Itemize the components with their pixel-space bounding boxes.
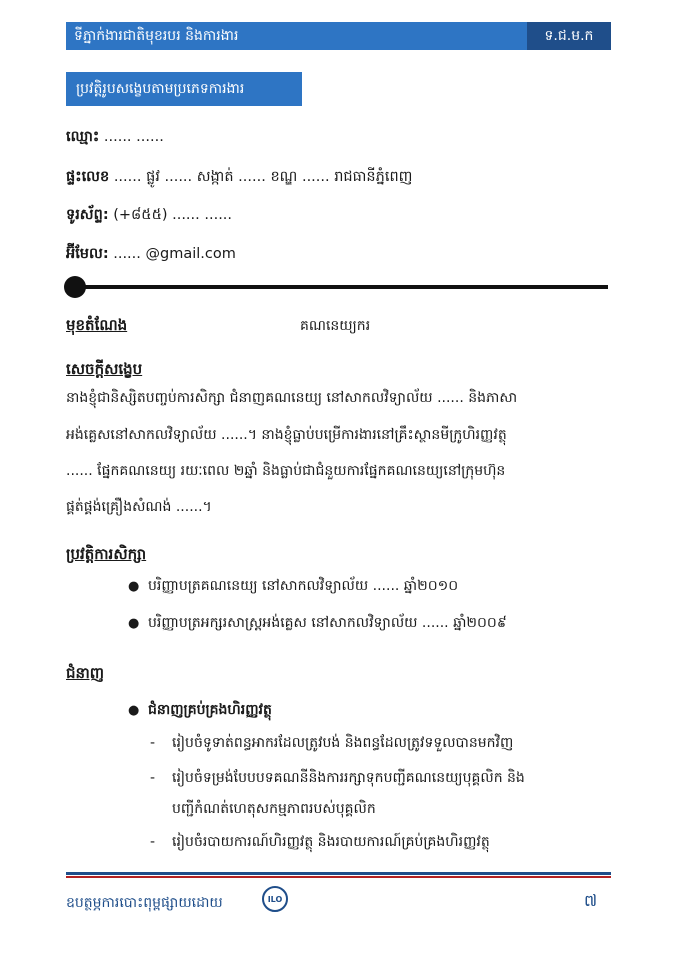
header-code: ទ.ជ.ម.ក <box>527 22 611 50</box>
skill-item: - រៀបចំទម្រង់បែបបទគណនីនិងការរក្សាទុកបញ្ជីគណនេយ្យបុគ្គលិក និង <box>150 770 525 786</box>
bullet-icon: ● <box>128 703 140 718</box>
header-title: ទីភ្នាក់ងារជាតិមុខរបរ និងការងារ <box>74 28 239 44</box>
divider-line <box>68 285 608 289</box>
bullet-icon: ● <box>128 579 140 594</box>
education-item: ● បរិញ្ញាបត្រគណនេយ្យ នៅសាកលវិទ្យាល័យ ...... ឆ្នាំ២០១០ <box>128 578 459 594</box>
skill-item: - រៀបចំរបាយការណ៍ហិរញ្ញវត្ថុ និងរបាយការណ៍គ្រប់គ្រងហិរញ្ញវត្ថុ <box>150 834 490 850</box>
position-value: គណនេយ្យករ <box>300 318 371 334</box>
position-heading <box>66 316 127 338</box>
summary-line: នាងខ្ញុំជានិស្សិតបញ្ចប់ការសិក្សា ជំនាញគណនេយ្យ នៅសាកលវិទ្យាល័យ ...... និងភាសា <box>66 390 518 406</box>
phone-line <box>66 206 232 227</box>
position-label: មុខតំណែង <box>66 316 128 334</box>
email-label: អ៊ីមែល: <box>66 246 109 262</box>
summary-line: អង់គ្លេសនៅសាកលវិទ្យាល័យ ......។ នាងខ្ញុំធ្លាប់បម្រើការងារនៅគ្រឹះស្ថានមីក្រូហិរញ្ញវត្ថុ <box>66 427 507 443</box>
skill-item: - រៀបចំទូទាត់ពន្ធអាករដែលត្រូវបង់ និងពន្ធដែលត្រូវទទួលបានមកវិញ <box>150 735 514 751</box>
education-item: ● បរិញ្ញាបត្រអក្សរសាស្ត្រអង់គ្លេស នៅសាកលវិទ្យាល័យ ...... ឆ្នាំ២០០៩ <box>128 615 507 631</box>
address-value: ...... ផ្លូវ ...... សង្កាត់ ...... ខណ្ឌ ...... រាជធានីភ្នំពេញ <box>113 169 413 185</box>
skills-heading: ជំនាញ <box>66 664 105 682</box>
name-line <box>66 128 164 149</box>
dash-icon: - <box>150 770 156 786</box>
address-label: ផ្ទះលេខ <box>66 169 110 185</box>
phone-value: (+៨៥៥) ...... ...... <box>113 207 233 223</box>
summary-line: ...... ផ្នែកគណនេយ្យ រយៈពេល ២ឆ្នាំ និងធ្លាប់ជាជំនួយការផ្នែកគណនេយ្យនៅក្រុមហ៊ុន <box>66 463 506 479</box>
skill-item-continued: បញ្ជីកំណត់ហេតុសកម្មភាពរបស់បុគ្គលិក <box>172 801 376 817</box>
education-heading: ប្រវត្តិការសិក្សា <box>66 545 147 563</box>
address-line <box>66 168 412 189</box>
divider-dot <box>64 276 86 298</box>
summary-line: ផ្គត់ផ្គង់គ្រឿងសំណង់ ......។ <box>66 499 212 515</box>
summary-heading: សេចក្តីសង្ខេប <box>66 360 143 378</box>
page-number: ៧ <box>584 891 598 910</box>
skills-group: ● ជំនាញគ្រប់គ្រងហិរញ្ញវត្ថុ <box>128 702 272 718</box>
ilo-logo-text: ILO <box>267 894 283 904</box>
email-value: ...... @gmail.com <box>113 246 236 262</box>
dash-icon: - <box>150 834 156 850</box>
name-label: ឈ្មោះ <box>66 129 100 145</box>
bullet-icon: ● <box>128 616 140 631</box>
dash-icon: - <box>150 735 156 751</box>
ilo-logo-icon <box>262 886 288 912</box>
footer-rule-blue <box>66 872 611 875</box>
phone-label: ទូរស័ព្ទ: <box>66 207 109 223</box>
email-line <box>66 245 236 266</box>
section-title: ប្រវត្តិរូបសង្ខេបតាមប្រភេទការងារ <box>66 72 302 106</box>
header-bar <box>66 22 611 50</box>
footer-rule-red <box>66 876 611 878</box>
name-value: ...... ...... <box>103 129 164 145</box>
footer-text: ឧបត្ថម្ភការបោះពុម្ពផ្សាយដោយ <box>66 895 223 911</box>
